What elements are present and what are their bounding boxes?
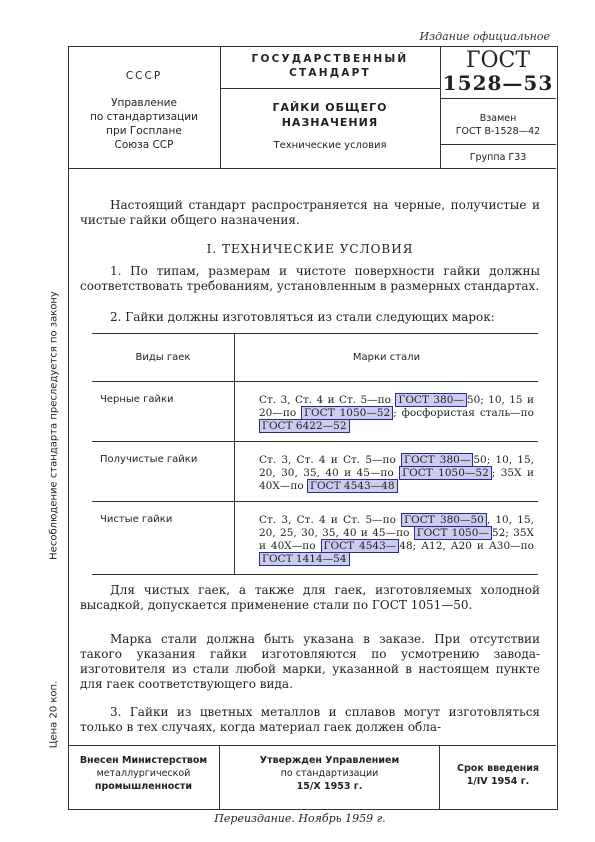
gost-reference: ГОСТ 1050—52 xyxy=(399,466,492,480)
divider xyxy=(440,98,556,99)
edition-note: Издание официальное xyxy=(419,30,550,43)
document-title: ГАЙКИ ОБЩЕГО НАЗНАЧЕНИЯ xyxy=(272,101,388,129)
gost-reference: ГОСТ 380— xyxy=(401,453,473,467)
gost-reference: ГОСТ 6422—52 xyxy=(259,419,350,433)
nut-kind: Черные гайки xyxy=(92,382,235,442)
gost-reference: ГОСТ 4543—48 xyxy=(307,479,398,493)
country: СССР xyxy=(125,70,163,82)
divider xyxy=(220,88,440,89)
gost-reference: ГОСТ 380— xyxy=(395,393,467,407)
column-header-grade: Марки стали xyxy=(235,334,539,382)
section-title: I. ТЕХНИЧЕСКИЕ УСЛОВИЯ xyxy=(206,242,414,256)
intro-paragraph: Настоящий стандарт распространяется на черные, получистые и чистые гайки общего назначения. xyxy=(80,198,540,227)
steel-grades: Ст. 3, Ст. 4 и Ст. 5—по ГОСТ 380—50 , 10, 15, 20, 25, 30, 35, 40 и 45—по ГОСТ 1050— 52; 35Х и 40Х—по ГОСТ 4543— 48; А12, А20 и А30—по ГОСТ 1414—54 xyxy=(235,502,539,575)
gost-reference: ГОСТ 1414—54 xyxy=(259,552,350,566)
paragraph-1: 1. По типам, размерам и чистоте поверхности гайки должны соответствовать требованиям, установленным в размерных стандартах. xyxy=(80,264,540,293)
table-header-row xyxy=(92,334,538,382)
table-row xyxy=(92,442,538,502)
group-code: Группа Г33 xyxy=(469,152,527,163)
paragraph-2: 2. Гайки должны изготовляться из стали следующих марок: xyxy=(110,310,495,324)
gost-reference: ГОСТ 1050— xyxy=(414,526,492,540)
authority: Управление по стандартизации при Госплане Союза ССР xyxy=(90,97,198,151)
column-header-kind: Виды гаек xyxy=(92,334,235,382)
table-row xyxy=(92,502,538,575)
price-label: Цена 20 коп. xyxy=(48,680,60,749)
steel-grades: Ст. 3, Ст. 4 и Ст. 5—по ГОСТ 380— 50; 10, 15, 20, 30, 35, 40 и 45—по ГОСТ 1050—52 ; 35Х и 40Х—по ГОСТ 4543—48 xyxy=(235,442,539,502)
gost-column xyxy=(440,46,556,168)
replaces: Взамен ГОСТ В-1528—42 xyxy=(455,113,541,137)
effective-date: Срок введения 1/IV 1954 г. xyxy=(457,763,539,787)
header-block xyxy=(68,46,556,169)
paragraph-4: Марка стали должна быть указана в заказе. При отсутствии такого указания гайки изготовляются по усмотрению завода-изготовителя из стали любой марки, указанной в настоящем пункте для гаек соответствующего вида. xyxy=(80,632,540,691)
approved-by: Утвержден Управлением по стандартизации 15/X 1953 г. xyxy=(220,746,440,809)
steel-grades: Ст. 3, Ст. 4 и Ст. 5—по ГОСТ 380— 50; 10, 15 и 20—по ГОСТ 1050—52 ; фосфористая сталь—по ГОСТ 6422—52 xyxy=(235,382,539,442)
legal-warning: Несоблюдение стандарта преследуется по закону xyxy=(48,291,60,560)
nut-kind: Получистые гайки xyxy=(92,442,235,502)
title-column xyxy=(220,46,441,168)
gost-label: ГОСТ xyxy=(465,48,531,73)
steel-grades-table xyxy=(92,333,538,575)
footer-block xyxy=(68,745,556,809)
nut-kind: Чистые гайки xyxy=(92,502,235,575)
paragraph-3: Для чистых гаек, а также для гаек, изготовляемых холодной высадкой, допускается применение стали по ГОСТ 1051—50. xyxy=(80,583,540,612)
introduced-by: Внесен Министерством металлургической промышленности xyxy=(68,746,220,809)
table-row xyxy=(92,382,538,442)
authority-column xyxy=(68,46,221,168)
gost-reference: ГОСТ 1050—52 xyxy=(301,406,393,420)
gost-reference: ГОСТ 4543— xyxy=(321,539,400,553)
state-standard: ГОСУДАРСТВЕННЫЙ СТАНДАРТ xyxy=(251,53,409,79)
gost-reference: ГОСТ 380—50 xyxy=(401,513,487,527)
document-subtitle: Технические условия xyxy=(273,140,387,151)
gost-number: 1528—53 xyxy=(442,71,554,95)
reprint-note: Переиздание. Ноябрь 1959 г. xyxy=(214,812,386,825)
divider xyxy=(440,144,556,145)
paragraph-5: 3. Гайки из цветных металлов и сплавов могут изготовляться только в тех случаях, когда материал гаек должен обла- xyxy=(80,705,540,734)
